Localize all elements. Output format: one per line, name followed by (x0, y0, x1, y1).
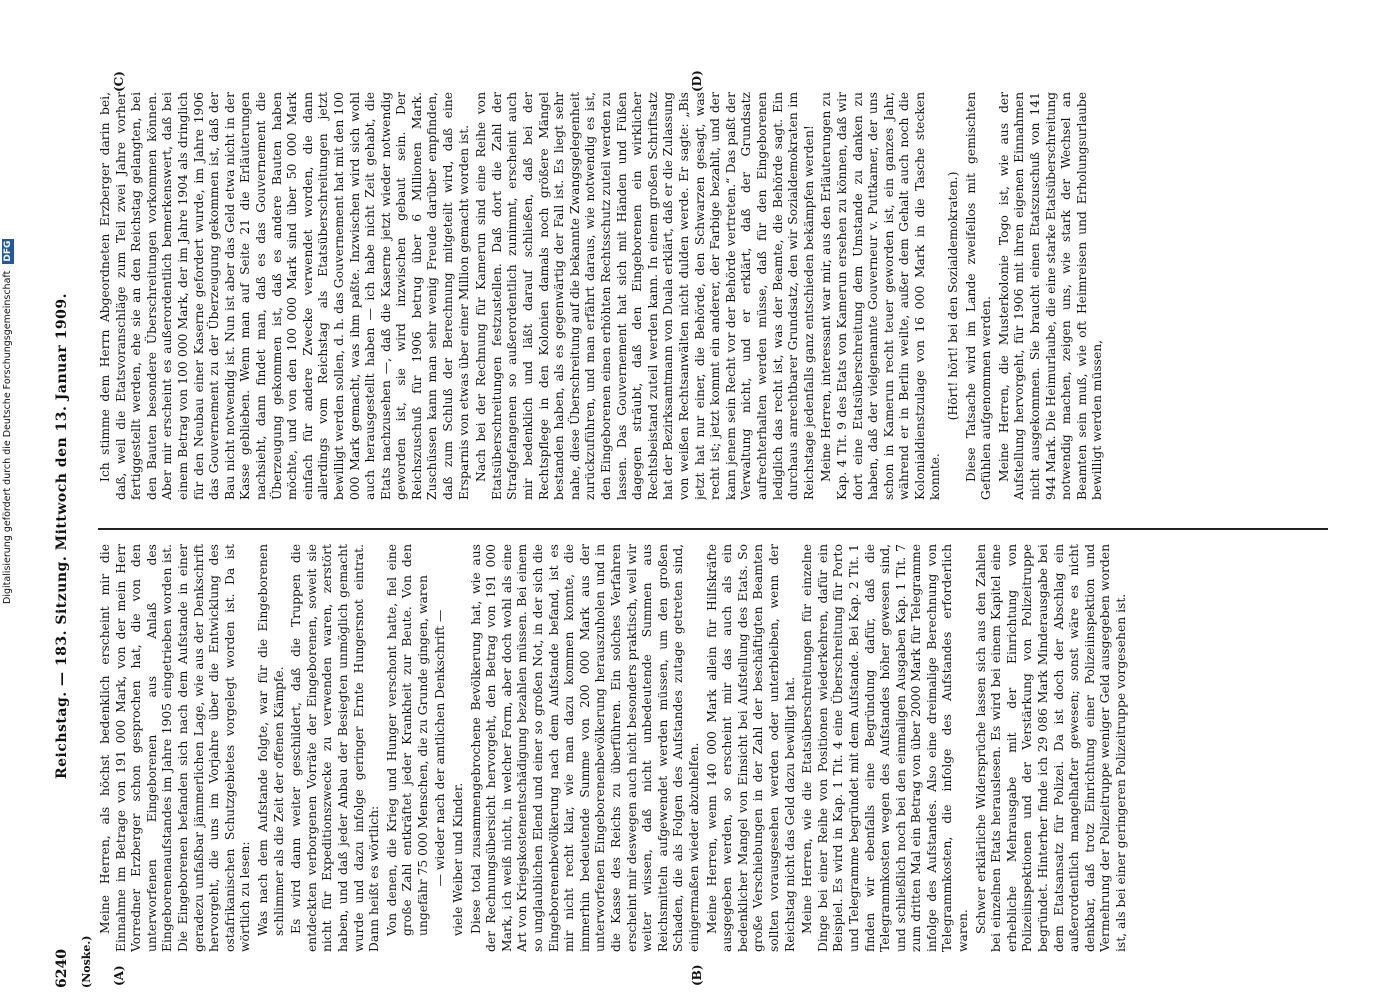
quotation: viele Weiber und Kinder. (451, 782, 466, 936)
quotation: Was nach dem Aufstande folgte, war für die Eingeborenen schlimmer als die Zeit der offenen Kämpfe. (255, 544, 286, 936)
left-text-column (98, 544, 1328, 952)
paragraph: Meine Herren, als höchst bedenklich erscheint mir die Einnahme im Betrage von 191 000 Mark, von der mein Herr Vorredner Erzberger schon gesprochen hat, die von den unterworfenen Eingeborenen aus Anlaß des Eingeborenenaufstandes im Jahre 1905 eingetrieben worden ist. Die Eingeborenen befanden sich nach dem Aufstande in einer geradezu unfaßbar jämmerlichen Lage, wie aus der Denkschrift hervorgeht, die uns im Vorjahre über die Entwicklung des ostafrikanischen Schutzgebietes vorgelegt worden ist. Da ist wörtlich zu lesen: (98, 544, 253, 952)
interjection: — wieder nach der amtlichen Denkschrift — (433, 609, 448, 887)
margin-marker-c: (C) (112, 71, 126, 92)
credit-text: Digitalisierung gefördert durch die Deutsche Forschungsgemeinschaft (2, 270, 13, 604)
paragraph: Diese Tatsache wird im Lande zweifellos mit gemischten Gefühlen aufgenommen werden. (963, 92, 994, 500)
paragraph: Schwer erklärliche Widersprüche lassen sich aus den Zahlen bei einzelnen Etats herauslesen. Es wird bei einem Kapitel eine erhebliche Mehrausgabe mit der Einrichtung von Polizeiinspektionen und der Verstärkung von Polizeitruppe begründet. Hinterher finde ich 29 086 Mark Minderausgabe bei dem Etatsansatz für Polizei. Da ist doch der Abschlag ein außerordentlich mangelhafter gewesen; sonst wäre es nicht denkbar, daß trotz Einrichtung einer Polizeiinspektion und Vermehrung der Polizeitruppe weniger Geld ausgegeben worden ist, als bei einer geringeren Polizeitruppe vorgesehen ist. (973, 544, 1128, 952)
speaker-name: (Noske.) (80, 935, 93, 988)
right-text-column (98, 92, 1328, 500)
digitization-credit (2, 208, 16, 604)
paragraph: Meine Herren, wie die Etatsüberschreitungen für einzelne Dinge bei einer Reihe von Positionen wiederkehren, dafür ein Beispiel. Es wird in Kap. 1 Tit. 4 eine Überschreitung für Porto und Telegramme begründet mit dem Aufstande. Bei Kap. 2 Tit. 1 finden wir ebenfalls eine Begründung dafür, daß die Telegrammkosten wegen des Aufstandes höher gewesen sind, und schließlich noch bei den einmaligen Ausgaben Kap. 1 Tit. 7 zum dritten Mal ein Betrag von über 2000 Mark für Telegramme infolge des Aufstandes. Also eine dreimalige Berechnung von Telegrammkosten, die infolge des Aufstandes erforderlich waren. (800, 544, 971, 952)
page-header (50, 68, 78, 1004)
paragraph: Nach bei der Rechnung für Kamerun sind eine Reihe von Etatsüberschreitungen festzustellen. Daß dort die Zahl der Strafgefangenen so außerordentlich zunimmt, erscheint auch mir bedenklich und läßt darauf schließen, daß bei der Rechtspflege in den Kolonien damals noch größere Mängel bestanden haben, als es gegenwärtig der Fall ist. Es liegt sehr nahe, diese Überschreitung auf die bekannte Zwangsgelegenheit zurückzuführen, und man erfährt daraus, wie notwendig es ist, den Eingeborenen einen erhöhten Rechtsschutz zuteil werden zu lassen. Das Gouvernement hat sich mit Händen und Füßen dagegen sträubt, daß den Eingeborenen ein wirklicher Rechtsbeistand zuteil werden kann. In einem großen Schriftsatz hat der Bezirksamtmann von Duala erklärt, daß er die Zulassung von weißen Rechtsanwälten nicht dulden werde. Er sagte: „Bis jetzt hat nur einer, die Behörde, den Schwarzen gesagt, was recht ist; jetzt kommt ein anderer, der Farbige bezahlt, und der kann jenem sein Recht vor der Behörde vertreten.“ Das paßt der Verwaltung nicht, und er erklärt, daß der Grundsatz aufrechterhalten werden müsse, daß für den Eingeborenen lediglich das recht ist, was der Beamte, die Behörde sagt. Ein durchaus anrechtbarer Grundsatz, den wir Sozialdemokraten im Reichstage jedenfalls ganz entschieden bekämpfen werden! (474, 92, 816, 500)
quotation: Von denen, die Krieg und Hunger verschont hatte, fiel eine große Zahl entkräftet jeder Krankheit zur Beute. Von den ungefähr 75 000 Menschen, die zu Grunde gingen, waren (384, 544, 430, 936)
paragraph: Meine Herren, wenn 140 000 Mark allein für Hilfskräfte ausgegeben werden, so erscheint mir das auch als ein bedenklicher Mangel von Einsicht bei Aufstellung des Etats. So große Verschiebungen in der Zahl der beschäftigten Beamten sollten vorausgesehen werden oder unterbleiben, wenn der Reichstag nicht das Geld dazu bewilligt hat. (704, 544, 797, 952)
margin-marker-a: (A) (112, 965, 126, 986)
paragraph: Meine Herren, interessant war mir, aus den Erläuterungen zu Kap. 4 Tit. 9 des Etats von Kamerun ersehen zu können, daß wir dort eine Etatsüberschreitung dem Umstande zu danken zu haben, daß der vielgenannte Gouverneur v. Puttkamer, der uns schon in Kamerun recht teuer geworden ist, ein ganzes Jahr, während er in Berlin weilte, außer dem Gehalt auch noch die Kolonialdienstzulage von 16 000 Mark in die Tasche stecken konnte. (819, 92, 943, 500)
margin-marker-b: (B) (690, 964, 704, 986)
paragraph: Diese total zusammengebrochene Bevölkerung hat, wie aus der Rechnungsübersicht hervorgeht, den Betrag von 191 000 Mark, ich weiß nicht, in welcher Form, aber doch wohl als eine Art von Kriegskostenentschädigung bezahlen müssen. Bei einem so unglaublichen Elend und einer so großen Not, in der sich die Eingeborenenbevölkerung nach dem Aufstande befand, ist es mir nicht recht klar, wie man dazu kommen konnte, die immerhin bedeutende Summe von 200 000 Mark aus der unterworfenen Eingeborenenbevölkerung herauszuholen und in die Kasse des Reichs zu überführen. Ein solches Verfahren erscheint mir deswegen auch nicht besonders praktisch, weil wir weiter wissen, daß nicht unbedeutende Summen aus Reichsmitteln aufgewendet werden müssen, um den großen Schaden, die als Folgen des Aufstandes zutage getreten sind, einigermaßen wieder abzuhelfen. (468, 544, 701, 952)
interjection: (Hört! hört! bei den Sozialdemokraten.) (946, 171, 961, 421)
column-divider (98, 529, 1328, 531)
dfg-logo-icon: DFG (3, 240, 13, 262)
page-number: 6240 (54, 949, 70, 988)
session-title: Reichstag. — 183. Sitzung. Mittwoch den 13. Januar 1909. (54, 293, 70, 780)
rotated-page (50, 68, 1336, 1004)
paragraph: Es wird dann weiter geschildert, daß die Truppen die entdeckten verborgenen Vorräte der Eingeborenen, soweit sie nicht für Expeditionszwecke zu verwenden waren, zerstört haben, und daß jeder Anbau der Besiegten unmöglich gemacht wurde und dazu infolge geringer Ernte Hungersnot eintrat. Dann heißt es wörtlich: (289, 544, 382, 952)
paragraph: Ich stimme dem Herrn Abgeordneten Erzberger darin bei, daß, weil die Etatsvoranschläge zum Teil zwei Jahre vorher fertiggestellt werden, ehe sie an den Reichstag gelangten, bei den Bauten besondere Überschreitungen vorkommen können. Aber mir erscheint es außerordentlich bemerkenswert, daß bei einem Betrag von 100 000 Mark, der im Jahre 1904 als dringlich für den Neubau einer Kaserne gefordert wurde, im Jahre 1906 das Gouvernement zu der Überzeugung gekommen ist, daß der Bau nicht notwendig ist. Nun ist aber das Geld etwa nicht in der Kasse geblieben. Wenn man auf Seite 21 die Erläuterungen nachsieht, dann findet man, daß es das Gouvernement die Überzeugung gekommen ist, daß es andere Bauten haben möchte, und von den 100 000 Mark sind über 50 000 Mark einfach für andere Zwecke verwendet worden, die dann allerdings vom Reichstag als Etatsüberschreitungen jetzt bewilligt werden sollen, d. h. das Gouvernement hat mit den 100 000 Mark gemacht, was ihm paßte. Inzwischen wird sich wohl auch herausgestellt haben — ich habe nicht Zeit gehabt, die Etats nachzusehen —, daß die Kaserne jetzt wieder notwendig geworden ist, sie wird inzwischen gebaut sein. Der Reichszuschuß für 1906 betrug über 6 Millionen Mark. Zuschüssen kann man sehr wenig Freude darüber empfinden, daß zum Schluß der Berechnung mitgeteilt wird, daß eine Ersparnis von etwas über einer Million gemacht worden ist. (98, 92, 471, 500)
margin-marker-d: (D) (690, 70, 704, 92)
paragraph: Meine Herren, die Musterkolonie Togo ist, wie aus der Aufstellung hervorgeht, für 1906 mit ihren eigenen Einnahmen nicht ausgekommen. Sie braucht einen Etatszuschuß von 141 944 Mark. Die Heimurlaube, die eine starke Etatsüberschreitung notwendig machen, zeigen uns, wie stark der Wechsel an Beamten sein muß, wie oft Heimreisen und Erholungsurlaube bewilligt werden müssen, (996, 92, 1105, 500)
